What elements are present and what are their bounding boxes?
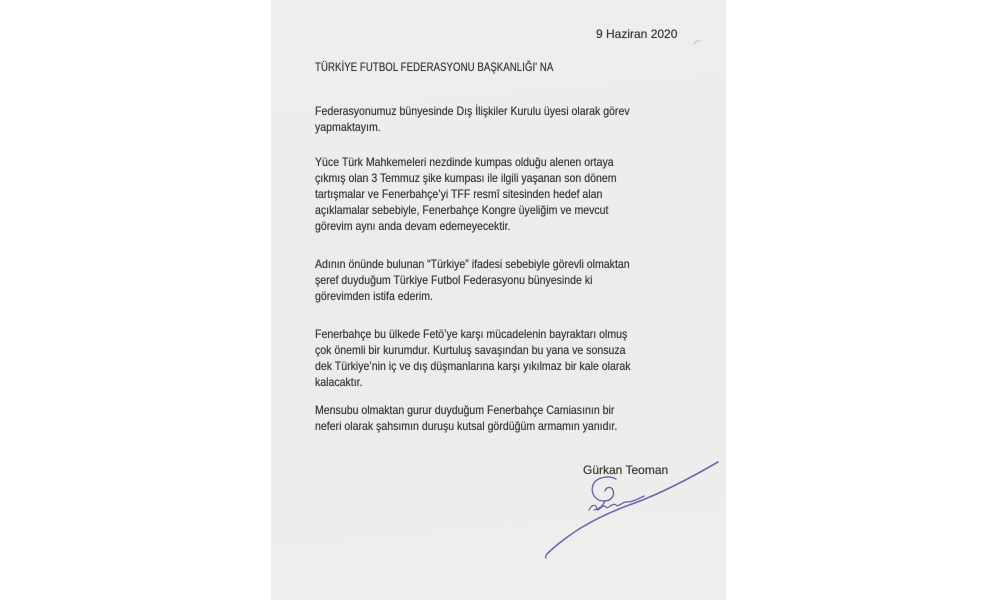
letter-line: çıkmış olan 3 Temmuz şike kumpası ile ilgili yaşanan son dönem bbox=[315, 171, 617, 185]
letter-line: şeref duyduğum Türkiye Futbol Federasyonu bünyesinde ki bbox=[315, 273, 593, 287]
letter-paragraph bbox=[315, 154, 658, 234]
letter-line: neferi olarak şahsımın duruşu kutsal gördüğüm armamın yanıdır. bbox=[315, 419, 618, 433]
letter-line: dek Türkiye’nin iç ve dış düşmanlarına karşı yıkılmaz bir kale olarak bbox=[315, 359, 631, 373]
letter-paragraph bbox=[315, 256, 673, 304]
letter-line: Adının önünde bulunan “Türkiye” ifadesi sebebiyle görevli olmaktan bbox=[315, 257, 630, 271]
letter-line: görevimden istifa ederim. bbox=[315, 289, 433, 303]
scanned-letter-page bbox=[271, 0, 726, 600]
letter-line: yapmaktayım. bbox=[315, 120, 381, 134]
letter-paragraph bbox=[315, 103, 673, 135]
letter-salutation: TÜRKİYE FUTBOL FEDERASYONU BAŞKANLIĞI' NA bbox=[315, 60, 554, 74]
letter-line: tartışmalar ve Fenerbahçe’yi TFF resmî sitesinden hedef alan bbox=[315, 187, 603, 201]
letter-line: çok önemli bir kurumdur. Kurtuluş savaşından bu yana ve sonsuza bbox=[315, 343, 626, 357]
letter-date: 9 Haziran 2020 bbox=[596, 27, 678, 41]
handwritten-signature-ink bbox=[537, 452, 727, 562]
letter-paragraph bbox=[315, 402, 659, 434]
pen-mark bbox=[693, 38, 703, 46]
signatory-name: Gürkan Teoman bbox=[583, 463, 669, 477]
letter-line: görevim aynı anda devam edemeyecektir. bbox=[315, 219, 511, 233]
letter-line: kalacaktır. bbox=[315, 375, 363, 389]
letter-line: Federasyonumuz bünyesinde Dış İlişkiler Kurulu üyesi olarak görev bbox=[315, 104, 630, 118]
letter-line: Fenerbahçe bu ülkede Fetö’ye karşı mücadelenin bayraktarı olmuş bbox=[315, 327, 628, 341]
letter-line: Yüce Türk Mahkemeleri nezdinde kumpas olduğu alenen ortaya bbox=[315, 155, 614, 169]
letter-paragraph bbox=[315, 326, 674, 390]
letter-line: Mensubu olmaktan gurur duyduğum Fenerbahçe Camiasının bir bbox=[315, 403, 615, 417]
letter-line: açıklamalar sebebiyle, Fenerbahçe Kongre üyeliğim ve mevcut bbox=[315, 203, 609, 217]
